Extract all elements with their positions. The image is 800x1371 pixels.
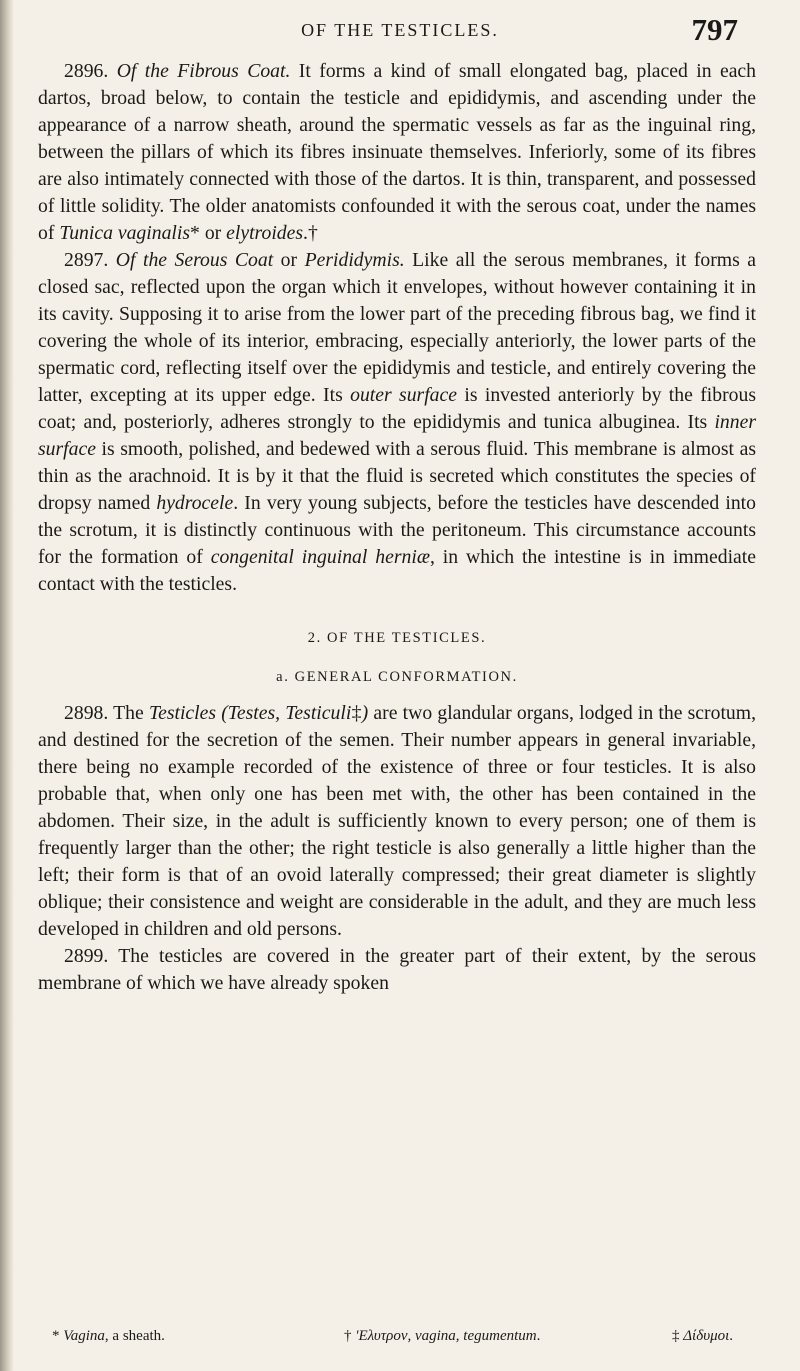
text-run: or xyxy=(273,249,305,271)
italic-text: elytroides xyxy=(226,222,304,244)
italic-text: Of the Serous Coat xyxy=(115,249,274,271)
page-header xyxy=(0,12,800,56)
footnote-term: 'Ελυτρον, vagina, tegumentum xyxy=(355,1328,537,1344)
page-binding-shadow xyxy=(0,0,14,1371)
text-run: . In very young subjects, before the testicles have descended into the scrotum, it is distinctly continuous with the peritoneum. This circumstance accounts for the formation of xyxy=(38,492,756,568)
text-run: ‡ xyxy=(351,702,362,724)
text-run: .† xyxy=(303,222,318,244)
footnote-term: Δίδυμοι xyxy=(683,1328,730,1344)
paragraph-2896 xyxy=(38,58,756,247)
footnote xyxy=(52,1328,165,1345)
italic-text: congenital inguinal herniæ xyxy=(210,546,430,568)
footnote-gloss: , a sheath. xyxy=(104,1328,165,1344)
paragraph-2899 xyxy=(38,943,756,997)
paragraph-text xyxy=(38,702,756,940)
paragraph-number: 2897. xyxy=(64,249,109,271)
footnote xyxy=(344,1328,540,1345)
footnote-gloss: . xyxy=(536,1328,541,1344)
paragraph-number: 2898. xyxy=(64,702,109,724)
text-run: * or xyxy=(190,222,227,244)
footnote-gloss: . xyxy=(729,1328,734,1344)
section-heading: 2. OF THE TESTICLES. xyxy=(307,630,487,646)
body-text xyxy=(38,58,756,997)
footnotes xyxy=(52,1328,772,1352)
footnote-mark: * xyxy=(52,1328,60,1344)
italic-text: Tunica vaginalis xyxy=(59,222,191,244)
text-run: Like all the serous membranes, it forms a closed sac, reflected upon the organ which it envelopes, without however containing it in its cavity. Supposing it to arise from the lower part of the preceding fibrous bag, we find it covering the whole of its interior, embracing, especially anteriorly, the lower parts of the spermatic cord, reflecting itself over the epididymis and testicle, and entirely covering the latter, excepting at its upper edge. Its xyxy=(38,249,757,406)
text-run: , in which the intestine is in immediate contact with the testicles. xyxy=(38,546,756,595)
paragraph-number: 2896. xyxy=(64,60,109,82)
text-run: It forms a kind of small elongated bag, placed in each dartos, broad below, to contain the testicle and epididymis, and ascending under the appearance of a narrow sheath, around the spermatic vessels as far as the inguinal ring, between the pillars of which its fibres insinuate themselves. Inferiorly, some of its fibres are also intimately connected with those of the dartos. It is thin, transparent, and possessed of little solidity. The older anatomists confounded it with the serous coat, under the names of xyxy=(38,60,757,244)
italic-text: ) xyxy=(361,702,369,724)
text-run: are two glandular organs, lodged in the scrotum, and destined for the secretion of the semen. Their number appears in general invariable, there being no example recorded of the existence of three or four testicles. It is also probable that, when only one has been met with, the other has been contained in the abdomen. Their size, in the adult is sufficiently known to every person; one of them is frequently larger than the other; the right testicle is also generally a little higher than the left; their form is that of an ovoid laterally compressed; their great diameter is slightly oblique; their consistence and weight are considerable in the adult, and they are much less developed in children and old persons. xyxy=(38,702,756,940)
paragraph-number: 2899. xyxy=(64,945,109,967)
paragraph-text xyxy=(38,945,756,994)
footnote xyxy=(672,1328,733,1345)
text-run: The xyxy=(113,702,149,724)
italic-text: Testicles (Testes, Testiculi xyxy=(148,702,352,724)
italic-text: hydrocele xyxy=(156,492,234,514)
text-run: is smooth, polished, and bedewed with a serous fluid. This membrane is almost as thin as the arachnoid. It is by it that the fluid is secreted which constitutes the species of dropsy named xyxy=(38,438,756,514)
italic-text: Perididymis. xyxy=(304,249,405,271)
running-head: OF THE TESTICLES. xyxy=(301,20,499,40)
paragraph-2898 xyxy=(38,700,756,943)
paragraph-text xyxy=(38,249,756,595)
paragraph-2897 xyxy=(38,247,756,598)
page-number: 797 xyxy=(691,12,738,47)
footnote-mark: † xyxy=(344,1328,352,1344)
text-run: The testicles are covered in the greater part of their extent, by the serous membrane of which we have already spoken xyxy=(38,945,756,994)
italic-text: outer surface xyxy=(350,384,457,406)
footnote-mark: ‡ xyxy=(672,1328,680,1344)
subsection-heading: a. GENERAL CONFORMATION. xyxy=(276,669,518,685)
footnote-term: Vagina xyxy=(63,1328,105,1344)
paragraph-text xyxy=(38,60,756,244)
italic-text: inner surface xyxy=(38,411,756,460)
italic-text: Of the Fibrous Coat. xyxy=(116,60,291,82)
text-run: is invested anteriorly by the fibrous coat; and, posteriorly, adheres strongly to the epididymis and tunica albuginea. Its xyxy=(38,384,757,433)
